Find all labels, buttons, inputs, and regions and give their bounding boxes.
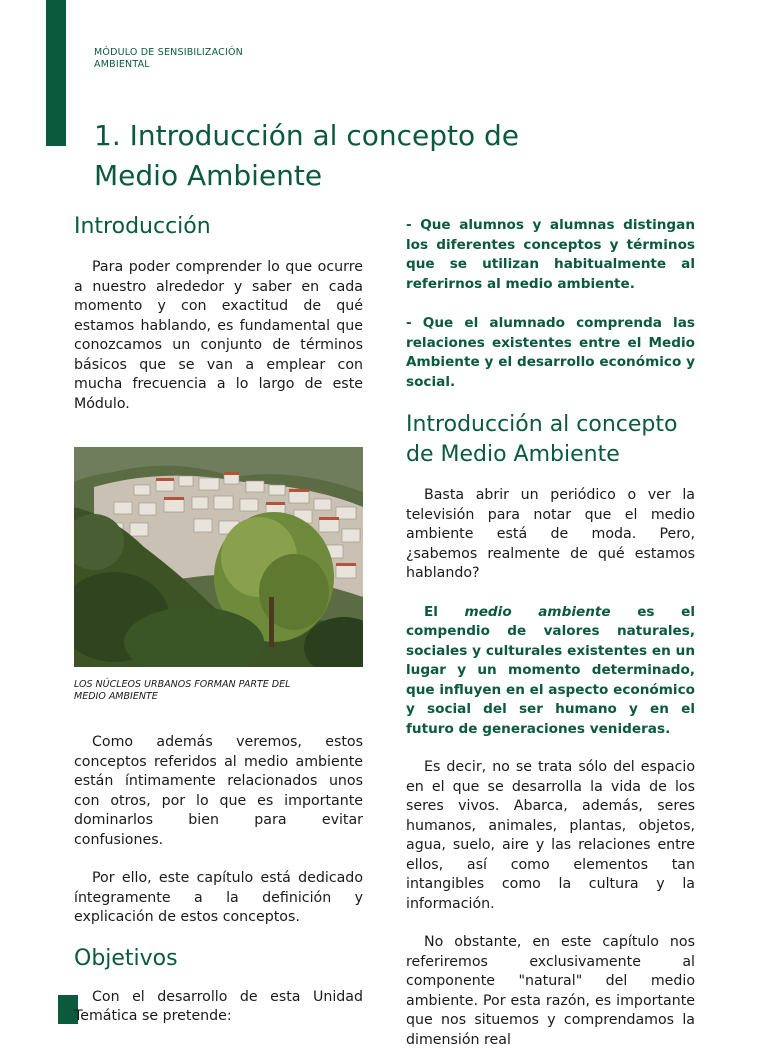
objectives-heading: Objetivos bbox=[74, 945, 178, 971]
definition-paragraph bbox=[406, 603, 695, 740]
right-column bbox=[406, 212, 695, 1050]
definition-lead: El bbox=[424, 603, 465, 620]
intro-heading: Introducción bbox=[74, 214, 211, 239]
town-photo-illustration bbox=[74, 447, 363, 667]
left-column bbox=[74, 212, 363, 1027]
objectives-paragraph: Con el desarrollo de esta Unidad Temática se pretende: bbox=[74, 988, 363, 1024]
paragraph-3: Por ello, este capítulo está dedicado íntegramente a la definición y explicación de estos conceptos. bbox=[74, 870, 363, 925]
concept-paragraph-3: Es decir, no se trata sólo del espacio en el que se desarrolla la vida de los seres vivos. Abarca, además, seres humanos, animales, plantas, objetos, agua, suelo, aire y las relaciones entre ellos, así como elementos tan intangibles como la cultura y la información. bbox=[406, 759, 695, 912]
photo-caption-line1: LOS NÚCLEOS URBANOS FORMAN PARTE DEL bbox=[74, 679, 291, 690]
concept-paragraph-1: Basta abrir un periódico o ver la televisión para notar que el medio ambiente está de moda. Pero, ¿sabemos realmente de qué estamos hablando? bbox=[406, 487, 695, 581]
town-photo bbox=[74, 447, 363, 667]
photo-caption-line2: MEDIO AMBIENTE bbox=[74, 691, 158, 702]
objective-2: - Que el alumnado comprenda las relaciones existentes entre el Medio Ambiente y el desarrollo económico y social. bbox=[406, 315, 695, 390]
chapter-title bbox=[94, 116, 654, 196]
concept-heading-line2: de Medio Ambiente bbox=[406, 442, 620, 467]
definition-term: medio ambiente bbox=[464, 603, 611, 620]
definition-rest: es el compendio de valores naturales, sociales y culturales existentes en un lugar y un momento determinado, que influyen en el aspecto económico y social del ser humano y en el futuro de generaciones venideras. bbox=[406, 603, 695, 737]
side-accent-bar bbox=[46, 0, 66, 146]
paragraph-2: Como además veremos, estos conceptos referidos al medio ambiente están íntimamente relacionados unos con otros, por lo que es importante dominarlos bien para evitar confusiones. bbox=[74, 734, 363, 848]
concept-heading bbox=[406, 410, 695, 470]
objective-1: - Que alumnos y alumnas distingan los diferentes conceptos y términos que se utilizan habitualmente al referirnos al medio ambiente. bbox=[406, 217, 695, 292]
photo-caption bbox=[74, 679, 363, 703]
concept-heading-line1: Introducción al concepto bbox=[406, 412, 678, 437]
chapter-title-line1: 1. Introducción al concepto de bbox=[94, 119, 520, 152]
module-label: MÓDULO DE SENSIBILIZACIÓN AMBIENTAL bbox=[94, 47, 243, 70]
chapter-title-line2: Medio Ambiente bbox=[94, 159, 323, 192]
intro-paragraph: Para poder comprender lo que ocurre a nuestro alrededor y saber en cada momento y con exactitud de qué estamos hablando, es fundamental que conozcamos un conjunto de términos básicos que se van a emplear con mucha frecuencia a lo largo de este Módulo. bbox=[74, 259, 363, 412]
concept-paragraph-4: No obstante, en este capítulo nos referiremos exclusivamente al componente "natural" del medio ambiente. Por esta razón, es importante que nos situemos y comprendamos la dimensión real bbox=[406, 934, 695, 1048]
